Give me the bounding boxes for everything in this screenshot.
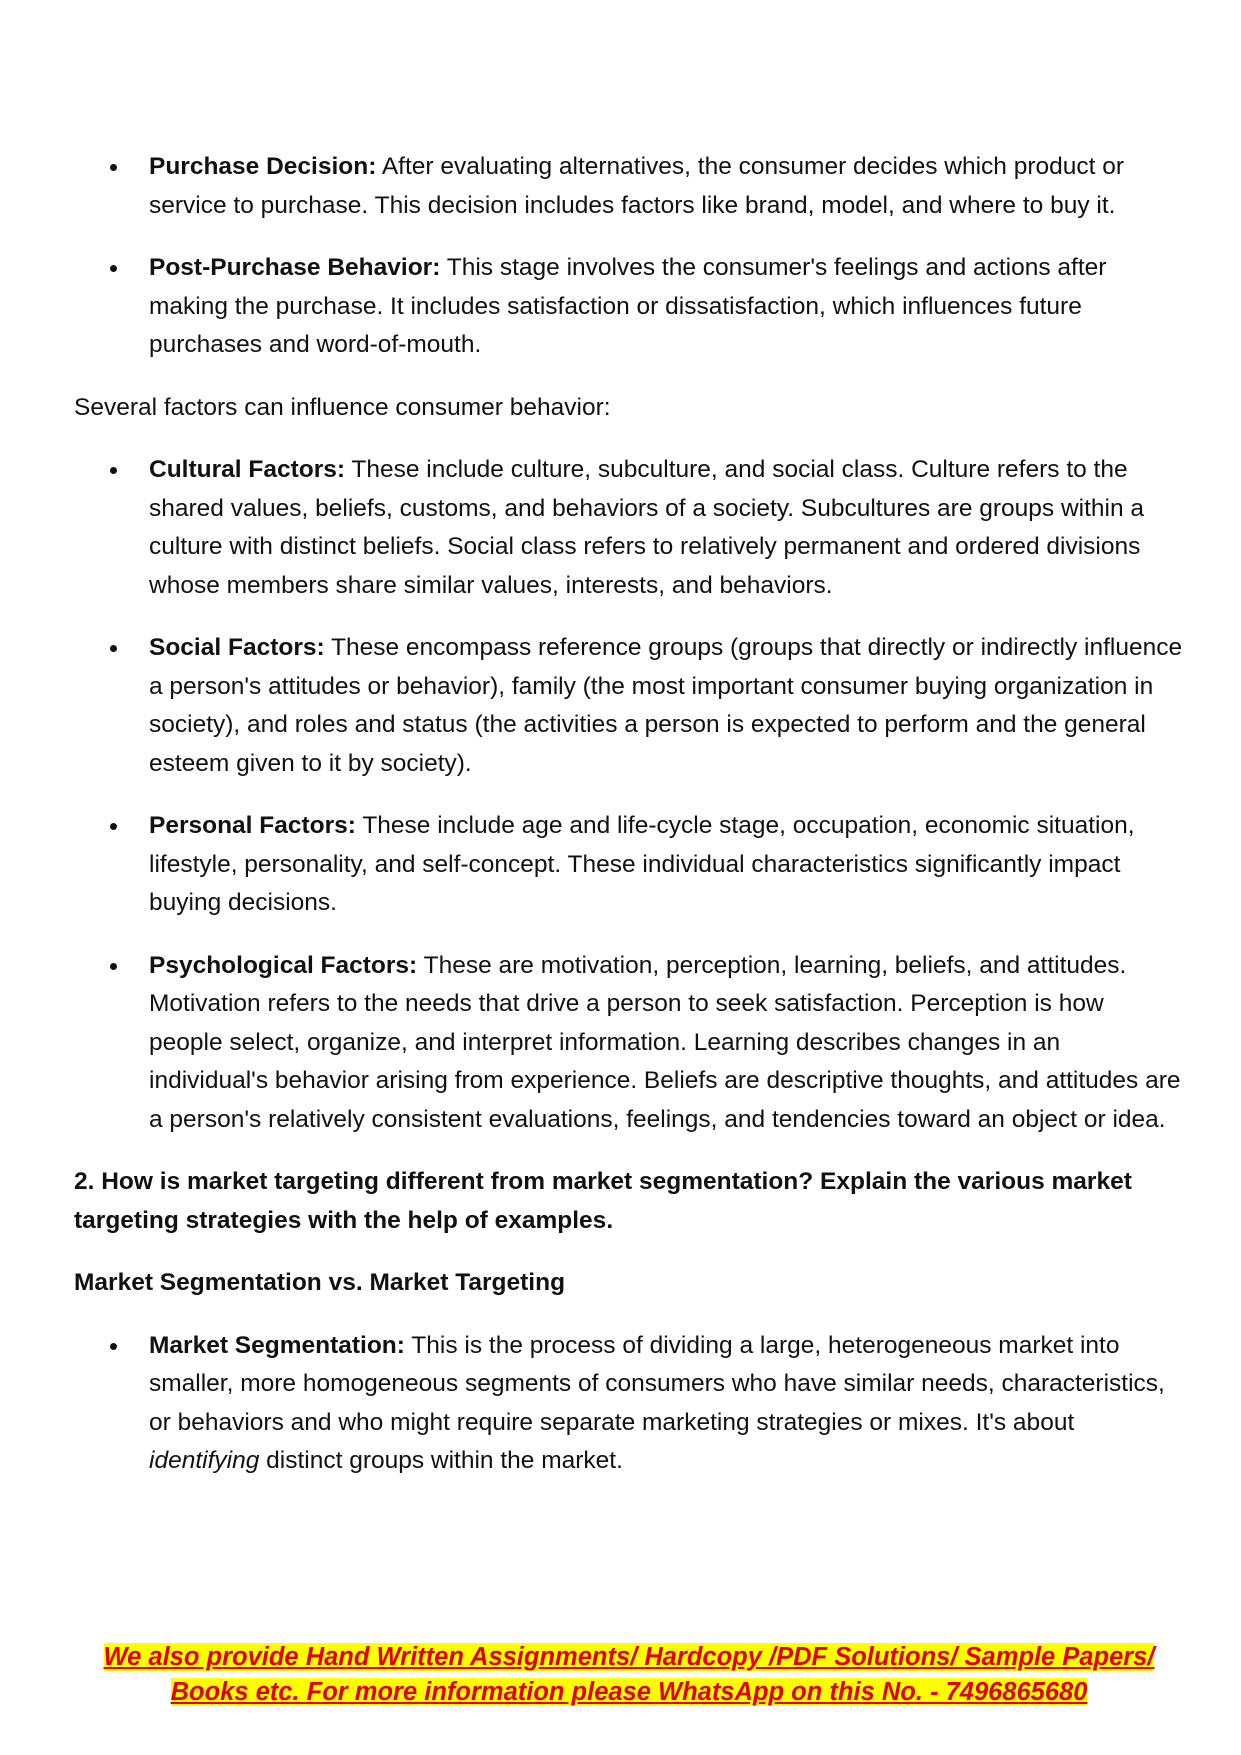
bullet-text: These are motivation, perception, learning, beliefs, and attitudes. Motivation refers to the needs that drive a person to seek satisfaction. Perception is how people select, organize, and interpret information. Learning describes changes in an individual's behavior arising from experience. Beliefs are descriptive thoughts, and attitudes are a person's relatively consistent evaluations, feelings, and tendencies toward an object or idea.	[149, 951, 1181, 1133]
bullet-text: These include culture, subculture, and social class. Culture refers to the shared values, beliefs, customs, and behaviors of a society. Subcultures are groups within a culture with distinct beliefs. Social class refers to relatively permanent and ordered divisions whose members share similar values, interests, and behaviors.	[149, 456, 1145, 599]
bullet-icon	[110, 164, 117, 171]
bullet-term: Post-Purchase Behavior:	[149, 254, 441, 281]
question-heading: 2. How is market targeting different from market segmentation? Explain the various market targeting strategies with the help of examples.	[74, 1168, 1132, 1234]
footer-line-2: Books etc. For more information please WhatsApp on this No. - 7496865680	[170, 1678, 1088, 1706]
footer-line-1: We also provide Hand Written Assignments/ Hardcopy /PDF Solutions/ Sample Papers/	[103, 1643, 1155, 1671]
factor-bullet-list	[74, 451, 1184, 1139]
segmentation-bullet-list	[74, 1327, 1184, 1481]
list-item	[74, 451, 1184, 605]
list-item	[74, 947, 1184, 1140]
emphasis-text: identifying	[149, 1447, 260, 1474]
bullet-term: Purchase Decision:	[149, 153, 377, 180]
bullet-term: Personal Factors:	[149, 812, 356, 839]
bullet-term: Social Factors:	[149, 634, 325, 661]
document-body	[74, 148, 1184, 1505]
bullet-term: Market Segmentation:	[149, 1331, 405, 1359]
bullet-icon	[110, 1343, 117, 1350]
bullet-icon	[110, 467, 117, 474]
factors-intro: Several factors can influence consumer behavior:	[74, 393, 611, 421]
bullet-text-end: distinct groups within the market.	[259, 1447, 623, 1474]
list-item	[74, 629, 1184, 783]
bullet-term: Psychological Factors:	[149, 951, 418, 979]
list-item	[74, 807, 1184, 923]
bullet-text: This is the process of dividing a large, heterogeneous market into smaller, more homogeneous segments of consumers who have similar needs, characteristics, or behaviors and who might require separate marketing strategies or mixes. It's about	[149, 1331, 1165, 1436]
bullet-icon	[110, 265, 117, 272]
bullet-icon	[110, 823, 117, 830]
bullet-text: These encompass reference groups (groups that directly or indirectly influence a person's attitudes or behavior), family (the most important consumer buying organization in society), and roles and status (the activities a person is expected to perform and the general esteem given to it by society).	[149, 634, 1183, 777]
stage-bullet-list	[74, 148, 1184, 365]
bullet-icon	[110, 963, 117, 970]
bullet-text: After evaluating alternatives, the consumer decides which product or service to purchase. This decision includes factors like brand, model, and where to buy it.	[149, 153, 1125, 219]
list-item	[74, 249, 1184, 365]
promo-footer	[74, 1640, 1184, 1710]
section-subheading: Market Segmentation vs. Market Targeting	[74, 1269, 566, 1296]
bullet-term: Cultural Factors:	[149, 456, 346, 483]
list-item	[74, 1327, 1184, 1481]
bullet-icon	[110, 645, 117, 652]
bullet-text: This stage involves the consumer's feelings and actions after making the purchase. It includes satisfaction or dissatisfaction, which influences future purchases and word-of-mouth.	[149, 254, 1107, 358]
list-item	[74, 148, 1184, 225]
bullet-text: These include age and life-cycle stage, occupation, economic situation, lifestyle, personality, and self-concept. These individual characteristics significantly impact buying decisions.	[149, 812, 1135, 916]
